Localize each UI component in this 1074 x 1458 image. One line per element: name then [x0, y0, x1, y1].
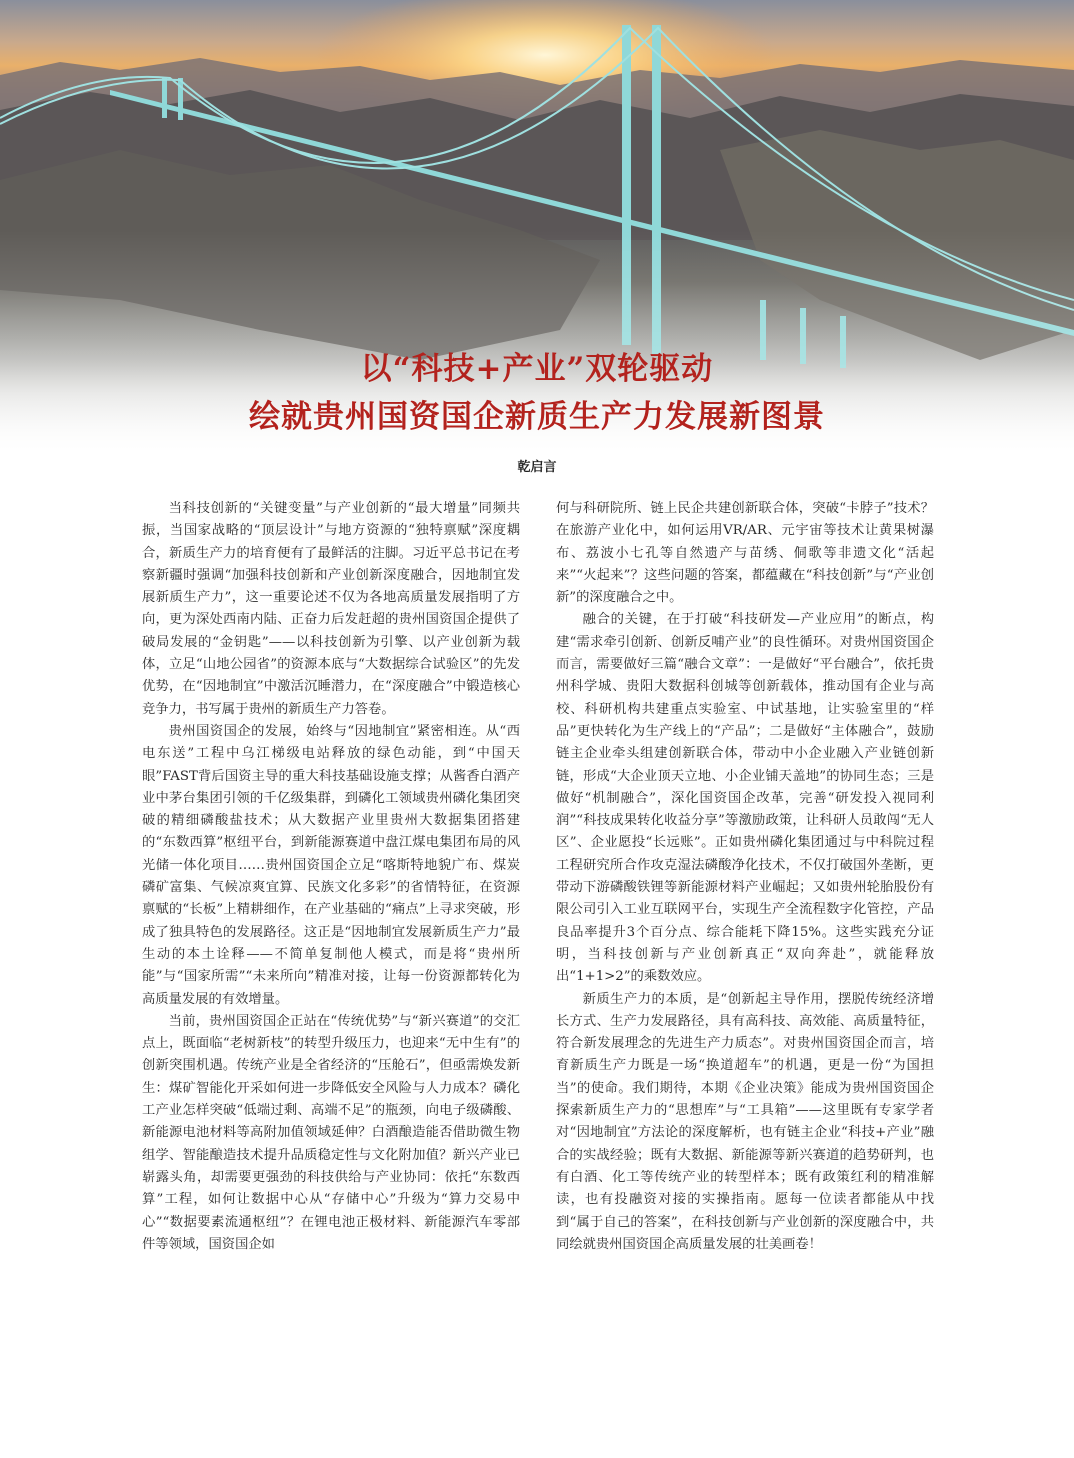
paragraph-continued: 何与科研院所、链上民企共建创新联合体，突破“卡脖子”技术？在旅游产业化中，如何运用VR/AR、元宇宙等技术让黄果树瀑布、荔波小七孔等自然遗产与苗绣、侗歌等非遗文化“活起来”“火起来”？这些问题的答案，都蕴藏在“科技创新”与“产业创新”的深度融合之中。 — [556, 501, 934, 606]
article-title-line1: 以“科技+产业”双轮驱动 — [360, 351, 714, 387]
article-column-left — [142, 498, 520, 1256]
author-name: 乾启言 — [517, 460, 557, 475]
paragraph: 融合的关键，在于打破“科技研发—产业应用”的断点，构建“需求牵引创新、创新反哺产业”的良性循环。对贵州国资国企而言，需要做好三篇“融合文章”：一是做好“平台融合”，依托贵州科学城、贵阳大数据科创城等创新载体，推动国有企业与高校、科研机构共建重点实验室、中试基地，让实验室里的“样品”更快转化为生产线上的“产品”；二是做好“主体融合”，鼓励链主企业牵头组建创新联合体，带动中小企业融入产业链创新链，形成“大企业顶天立地、小企业铺天盖地”的协同生态；三是做好“机制融合”，深化国资国企改革，完善“研发投入视同利润”“科技成果转化收益分享”等激励政策，让科研人员敢闯“无人区”、企业愿投“长远账”。正如贵州磷化集团通过与中科院过程工程研究所合作攻克湿法磷酸净化技术，不仅打破国外垄断，更带动下游磷酸铁锂等新能源材料产业崛起；又如贵州轮胎股份有限公司引入工业互联网平台，实现生产全流程数字化管控，产品良品率提升3个百分点、综合能耗下降15%。这些实践充分证明，当科技创新与产业创新真正“双向奔赴”，就能释放出“1+1>2”的乘数效应。 — [556, 612, 934, 985]
article-column-right — [556, 498, 934, 1256]
paragraph: 贵州国资国企的发展，始终与“因地制宜”紧密相连。从“西电东送”工程中乌江梯级电站释放的绿色动能，到“中国天眼”FAST背后国资主导的重大科技基础设施支撑；从酱香白酒产业中茅台集团引领的千亿级集群，到磷化工领域贵州磷化集团突破的精细磷酸盐技术；从大数据产业里贵州大数据集团搭建的“东数西算”枢纽平台，到新能源赛道中盘江煤电集团布局的风光储一体化项目……贵州国资国企立足“喀斯特地貌广布、煤炭磷矿富集、气候凉爽宜算、民族文化多彩”的省情特征，在资源禀赋的“长板”上精耕细作，在产业基础的“痛点”上寻求突破，形成了独具特色的发展路径。这正是“因地制宜发展新质生产力”最生动的本土诠释——不简单复制他人模式，而是将“贵州所能”与“国家所需”“未来所向”精准对接，让每一份资源都转化为高质量发展的有效增量。 — [142, 723, 520, 1007]
paragraph: 当科技创新的“关键变量”与产业创新的“最大增量”同频共振，当国家战略的“顶层设计”与地方资源的“独特禀赋”深度耦合，新质生产力的培育便有了最鲜活的注脚。习近平总书记在考察新疆时强调“加强科技创新和产业创新深度融合，因地制宜发展新质生产力”，这一重要论述不仅为各地高质量发展指明了方向，更为深处西南内陆、正奋力后发赶超的贵州国资国企提供了破局发展的“金钥匙”——以科技创新为引擎、以产业创新为载体，立足“山地公园省”的资源本底与“大数据综合试验区”的先发优势，在“因地制宜”中激活沉睡潜力，在“深度融合”中锻造核心竞争力，书写属于贵州的新质生产力答卷。 — [142, 501, 520, 717]
bridge-tower-left — [162, 78, 167, 118]
article-title-line2: 绘就贵州国资国企新质生产力发展新图景 — [249, 399, 825, 435]
paragraph: 当前，贵州国资国企正站在“传统优势”与“新兴赛道”的交汇点上，既面临“老树新枝”的转型升级压力，也迎来“无中生有”的创新突围机遇。传统产业是全省经济的“压舱石”，但亟需焕发新生：煤矿智能化开采如何进一步降低安全风险与人力成本？磷化工产业怎样突破“低端过剩、高端不足”的瓶颈，向电子级磷酸、新能源电池材料等高附加值领域延伸？白酒酿造能否借助微生物组学、智能酿造技术提升品质稳定性与文化附加值？新兴产业已崭露头角，却需要更强劲的科技供给与产业协同：依托“东数西算”工程，如何让数据中心从“存储中心”升级为“算力交易中心”“数据要素流通枢纽”？在锂电池正极材料、新能源汽车零部件等领域，国资国企如 — [142, 1013, 520, 1252]
paragraph: 新质生产力的本质，是“创新起主导作用，摆脱传统经济增长方式、生产力发展路径，具有高科技、高效能、高质量特征，符合新发展理念的先进生产力质态”。对贵州国资国企而言，培育新质生产力既是一场“换道超车”的机遇，更是一份“为国担当”的使命。我们期待，本期《企业决策》能成为贵州国资国企探索新质生产力的“思想库”与“工具箱”——这里既有专家学者对“因地制宜”方法论的深度解析，也有链主企业“科技+产业”融合的实战经验；既有大数据、新能源等新兴赛道的趋势研判，也有白酒、化工等传统产业的转型样本；既有政策红利的精准解读，也有投融资对接的实操指南。愿每一位读者都能从中找到“属于自己的答案”，在科技创新与产业创新的深度融合中，共同绘就贵州国资国企高质量发展的壮美画卷！ — [556, 991, 934, 1252]
